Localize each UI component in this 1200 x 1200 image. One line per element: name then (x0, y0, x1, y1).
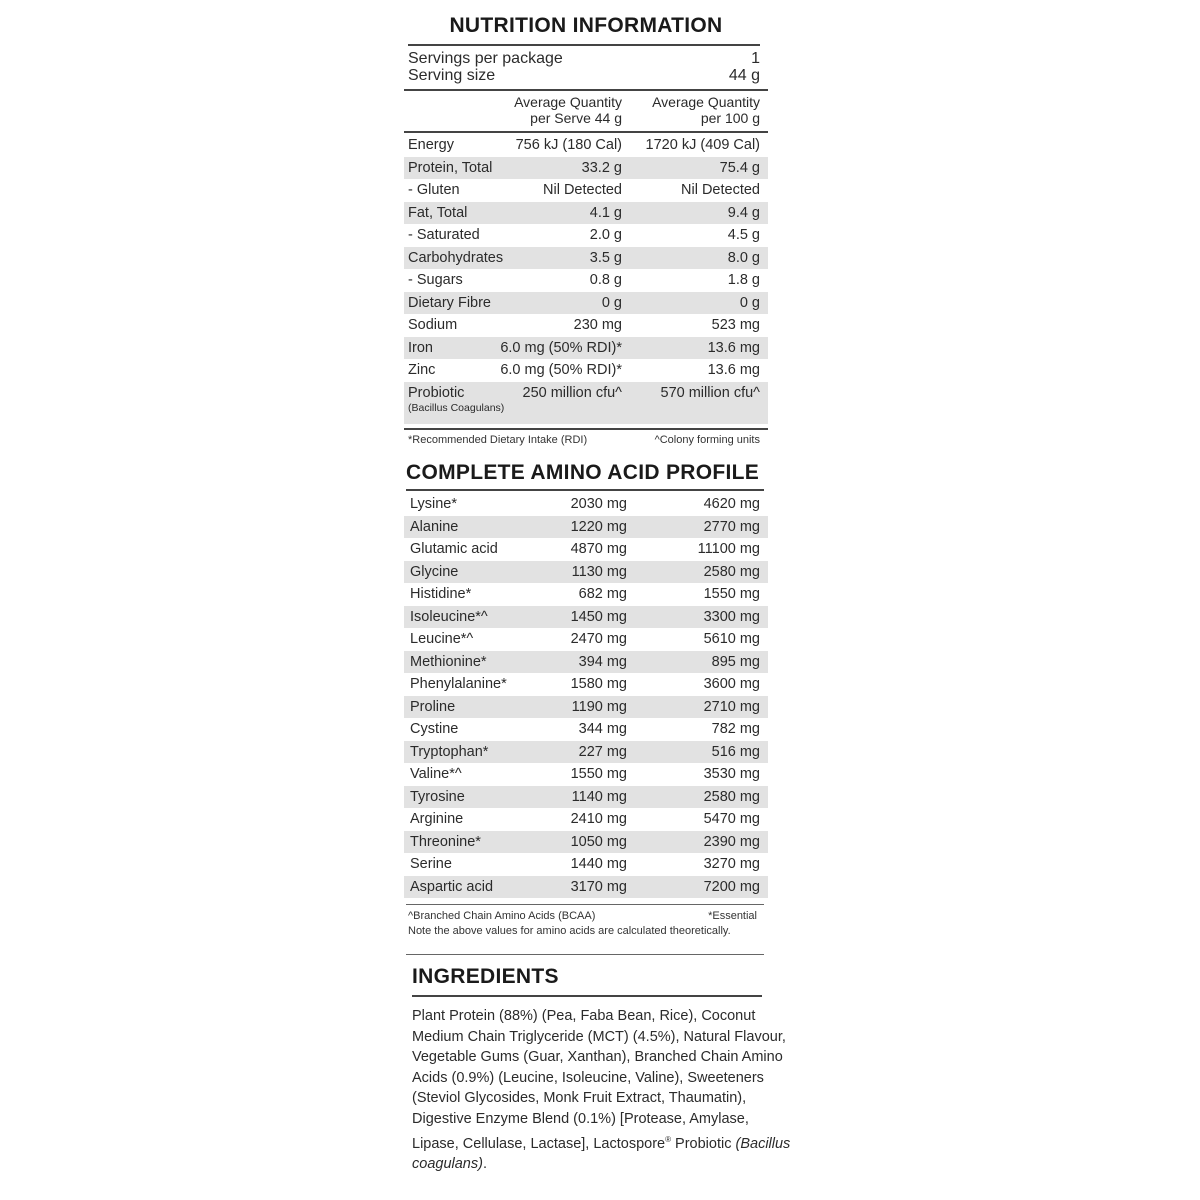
amino-acid-name: Glycine (410, 563, 459, 580)
per-100g-value: 523 mg (711, 317, 760, 333)
per-100g-value: Nil Detected (681, 182, 760, 198)
amino-acid-name: Cystine (410, 721, 459, 737)
per-serve-value: 250 million cfu^ (522, 384, 622, 401)
per-serve-value: 1450 mg (570, 608, 627, 625)
nutrition-row (404, 247, 768, 269)
divider (404, 131, 768, 133)
per-100g-value: 3300 mg (703, 608, 760, 625)
nutrient-name: Energy (408, 137, 454, 153)
per-100g-value: 8.0 g (727, 249, 760, 266)
divider (404, 89, 768, 91)
per-serve-value: 2030 mg (570, 496, 627, 512)
per-100g-value: 1720 kJ (409 Cal) (645, 137, 760, 153)
amino-row (404, 831, 768, 854)
amino-acid-name: Leucine*^ (410, 631, 474, 647)
amino-row (404, 741, 768, 764)
amino-row (404, 493, 768, 516)
servings-per-package-row (408, 50, 760, 67)
nutrition-row (404, 179, 768, 201)
divider (406, 904, 764, 905)
per-100g-value: 75.4 g (719, 159, 760, 176)
nutrition-row (404, 337, 768, 359)
per-100g-header: Average Quantity per 100 g (652, 94, 760, 126)
nutrition-row (404, 224, 768, 246)
nutrient-name: Dietary Fibre (408, 294, 491, 311)
per-serve-value: 1440 mg (570, 856, 627, 872)
nutrient-name: Fat, Total (408, 204, 468, 221)
amino-row (404, 561, 768, 584)
divider (408, 44, 760, 46)
amino-acid-name: Isoleucine*^ (410, 608, 488, 625)
per-serve-value: 756 kJ (180 Cal) (515, 137, 622, 153)
nutrition-row (404, 202, 768, 224)
amino-acid-name: Valine*^ (410, 766, 462, 782)
per-100g-value: 1550 mg (703, 586, 760, 602)
per-serve-value: 1050 mg (570, 833, 627, 850)
per-serve-value: 2410 mg (570, 811, 627, 827)
per-100g-value: 5470 mg (703, 811, 760, 827)
per-serve-value: 682 mg (578, 586, 627, 602)
per-serve-value: 4.1 g (589, 204, 622, 221)
cfu-footnote: ^Colony forming units (654, 434, 760, 446)
rdi-footnote: *Recommended Dietary Intake (RDI) (408, 434, 588, 446)
per-serve-value: 1130 mg (571, 563, 627, 580)
amino-row (404, 606, 768, 629)
amino-acid-name: Methionine* (410, 653, 487, 670)
amino-acid-name: Glutamic acid (410, 541, 498, 557)
amino-acid-name: Serine (410, 856, 452, 872)
amino-row (404, 628, 768, 651)
per-100g-value: 13.6 mg (707, 339, 760, 356)
per-serve-value: 227 mg (578, 743, 627, 760)
amino-row (404, 763, 768, 786)
per-serve-value: 3.5 g (589, 249, 622, 266)
amino-acid-name: Alanine (410, 518, 459, 535)
per-100g-value: 5610 mg (703, 631, 760, 647)
per-100g-value: 1.8 g (727, 272, 760, 288)
amino-acid-name: Proline (410, 698, 456, 715)
nutrition-row (404, 359, 768, 381)
per-100g-value: 2770 mg (703, 518, 760, 535)
amino-acid-name: Tyrosine (410, 788, 465, 805)
theoretical-note: Note the above values for amino acids are calculated theoretically. (408, 925, 731, 937)
amino-row (404, 583, 768, 606)
amino-row (404, 696, 768, 719)
nutrition-row (404, 314, 768, 336)
per-serve-value: 0 g (601, 294, 622, 311)
divider (412, 995, 762, 997)
per-serve-header: Average Quantity per Serve 44 g (514, 94, 622, 126)
per-serve-value: 4870 mg (570, 541, 627, 557)
ingredients-title: INGREDIENTS (412, 965, 559, 988)
serving-size-row (408, 67, 760, 84)
ingredients-text: Plant Protein (88%) (Pea, Faba Bean, Rice), Coconut Medium Chain Triglyceride (MCT) (4.5%), Natural Flavour, Vegetable Gums (Guar, Xanthan), Branched Chain Amino Acids (0.9%) (Leucine, Isoleucine, Valine), Sweeteners (Steviol Glycosides, Monk Fruit Extract, Thaumatin), Digestive Enzyme Blend (0.1%) [Protease, Amylase, Lipase, Cellulase, Lactase], Lactospore® Probiotic (Bacillus coagulans). (412, 1008, 791, 1172)
per-serve-value: 3170 mg (570, 878, 627, 895)
per-serve-value: 230 mg (573, 317, 622, 333)
per-serve-value: 1580 mg (570, 676, 627, 692)
per-serve-value: 1140 mg (571, 788, 627, 805)
nutrient-name: Probiotic (408, 384, 465, 401)
serving-size-value: 44 g (728, 67, 760, 84)
per-serve-value: 394 mg (578, 653, 627, 670)
per-100g-value: 3600 mg (703, 676, 760, 692)
per-100g-value: 7200 mg (703, 878, 760, 895)
nutrient-name: Zinc (408, 362, 436, 378)
amino-row (404, 786, 768, 809)
per-serve-value: 2470 mg (570, 631, 627, 647)
nutrient-name: - Sugars (408, 272, 463, 288)
amino-acid-name: Threonine* (410, 833, 481, 850)
divider (404, 428, 768, 430)
nutrition-row (404, 134, 768, 156)
per-serve-value: 1190 mg (571, 698, 627, 715)
nutrient-subname: (Bacillus Coagulans) (408, 401, 505, 414)
amino-row (404, 516, 768, 539)
per-100g-value: 516 mg (711, 743, 760, 760)
per-100g-value: 2390 mg (703, 833, 760, 850)
amino-row (404, 538, 768, 561)
nutrient-name: Carbohydrates (408, 249, 504, 266)
amino-row (404, 876, 768, 899)
amino-acid-name: Aspartic acid (410, 878, 494, 895)
amino-acid-name: Histidine* (410, 586, 472, 602)
divider (406, 954, 764, 955)
amino-row (404, 673, 768, 696)
amino-row (404, 651, 768, 674)
servings-value: 1 (751, 50, 760, 67)
per-serve-value: 1220 mg (570, 518, 627, 535)
nutrient-name: - Saturated (408, 227, 480, 243)
servings-label: Servings per package (408, 50, 563, 67)
essential-footnote: *Essential (708, 910, 757, 922)
per-100g-value: 782 mg (711, 721, 760, 737)
per-100g-value: 895 mg (711, 653, 760, 670)
divider (406, 489, 764, 491)
bcaa-footnote: ^Branched Chain Amino Acids (BCAA) (408, 910, 596, 922)
per-100g-value: 11100 mg (697, 541, 760, 557)
per-100g-value: 570 million cfu^ (660, 384, 760, 401)
amino-row (404, 853, 768, 876)
per-100g-value: 13.6 mg (707, 362, 760, 378)
nutrient-name: - Gluten (408, 182, 460, 198)
per-100g-value: 3270 mg (703, 856, 760, 872)
serving-size-label: Serving size (408, 67, 496, 84)
per-serve-value: 6.0 mg (50% RDI)* (500, 339, 622, 356)
nutrient-name: Protein, Total (408, 159, 493, 176)
probiotic-species: (Bacillus coagulans) (412, 1135, 791, 1172)
nutrient-name: Iron (408, 339, 433, 356)
amino-title: COMPLETE AMINO ACID PROFILE (406, 461, 760, 484)
amino-acid-name: Tryptophan* (410, 743, 489, 760)
per-100g-value: 2710 mg (703, 698, 760, 715)
per-serve-value: Nil Detected (543, 182, 622, 198)
per-serve-value: 2.0 g (589, 227, 622, 243)
nutrition-row (404, 157, 768, 179)
nutrition-row (404, 269, 768, 291)
per-serve-value: 6.0 mg (50% RDI)* (500, 362, 622, 378)
per-100g-value: 2580 mg (703, 563, 760, 580)
amino-row (404, 718, 768, 741)
amino-acid-name: Lysine* (410, 496, 458, 512)
per-serve-value: 344 mg (578, 721, 627, 737)
per-serve-value: 1550 mg (570, 766, 627, 782)
nutrition-row (404, 292, 768, 314)
per-100g-value: 4620 mg (703, 496, 760, 512)
per-serve-value: 0.8 g (589, 272, 622, 288)
nutrient-name: Sodium (408, 317, 458, 333)
amino-acid-name: Arginine (410, 811, 464, 827)
amino-acid-name: Phenylalanine* (410, 676, 507, 692)
per-100g-value: 2580 mg (703, 788, 760, 805)
per-100g-value: 4.5 g (727, 227, 760, 243)
amino-row (404, 808, 768, 831)
per-100g-value: 9.4 g (727, 204, 760, 221)
per-100g-value: 0 g (739, 294, 760, 311)
per-serve-value: 33.2 g (581, 159, 622, 176)
per-100g-value: 3530 mg (703, 766, 760, 782)
registered-mark: ® (665, 1134, 672, 1144)
nutrition-title: NUTRITION INFORMATION (449, 14, 723, 37)
nutrition-row (404, 382, 768, 424)
